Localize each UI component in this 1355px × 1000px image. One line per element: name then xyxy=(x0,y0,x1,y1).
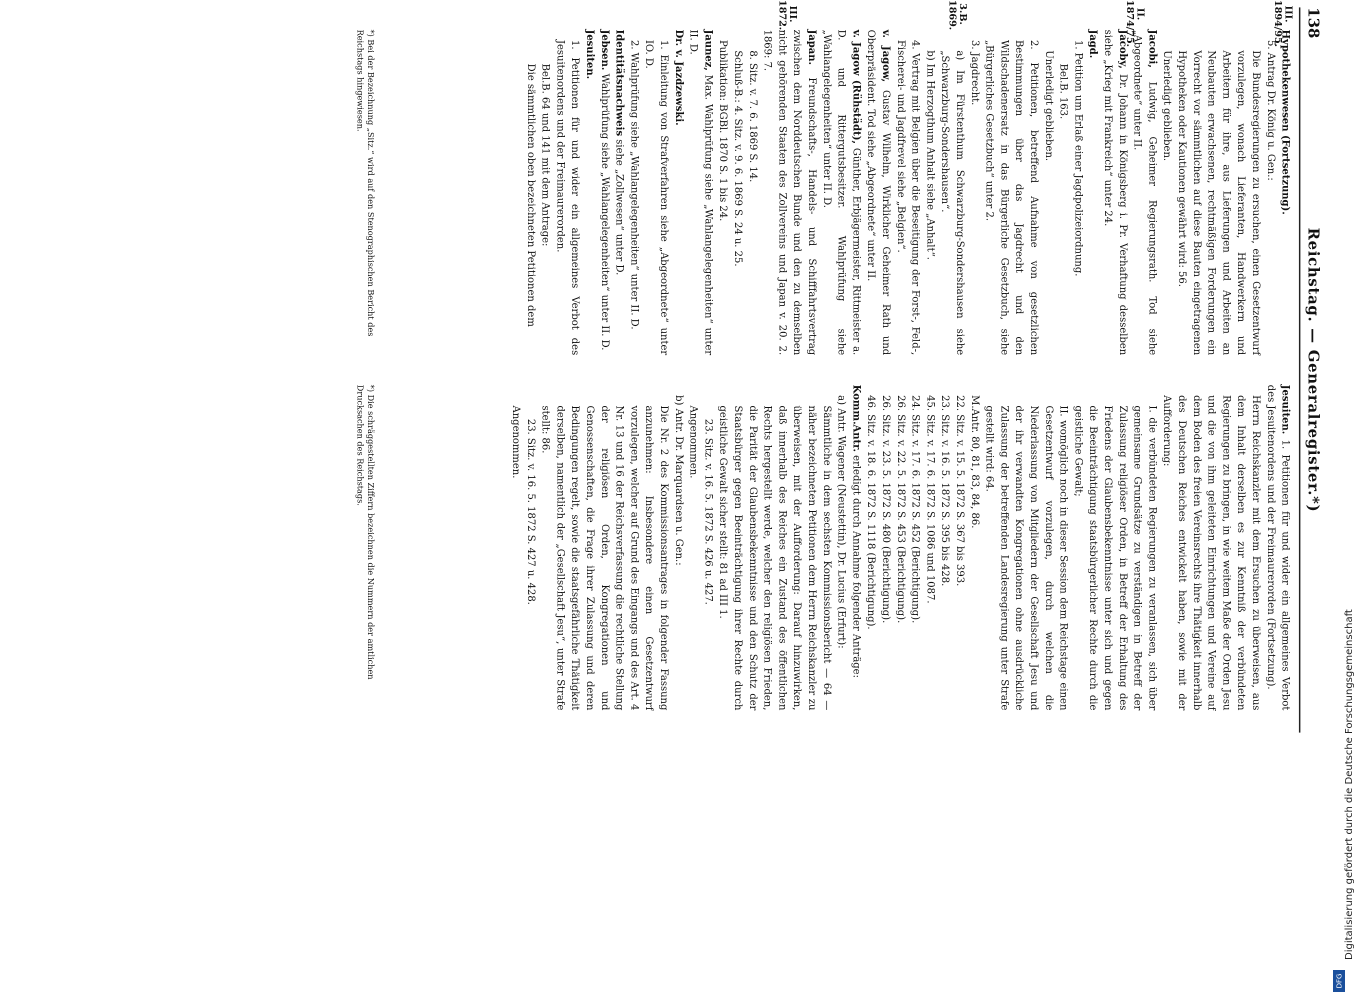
right-entry: M.Antr. 80, 81, 83, 84, 86. xyxy=(968,395,981,529)
right-entry-lemma: Jesuiten. xyxy=(1279,384,1292,435)
left-entry-text: Wahlprüfung siehe „Wahlangelegenheiten“ unter II. D. xyxy=(598,70,611,351)
left-entry: Bel.B. 163. xyxy=(1057,63,1070,120)
left-entry xyxy=(864,30,894,356)
left-entry-text: siehe „Zollwesen“ unter D. xyxy=(613,136,626,276)
left-entry: Hypothekenwesen (Fortsetzung). xyxy=(1279,29,1292,215)
left-entry: 2. Petitionen, betreffend Aufnahme von gesetzlichen Bestimmungen über das Jagdrecht und den Wildschadenersatz in das Bürgerliche Gesetzbuch, siehe „Bürgerliches Gesetzbuch“ unter 2. xyxy=(983,39,1040,356)
header-rule xyxy=(1299,7,1300,732)
right-entry xyxy=(1263,385,1293,711)
page-title: Reichstag. — Generalregister.*) xyxy=(1304,227,1323,513)
left-entry-lemma: v. Jagow (Rühstädt), xyxy=(850,29,863,144)
left-entry-lemma: Jacoby, xyxy=(1116,29,1129,69)
left-entry: Bel.B. 64 und 141 mit dem Antrage: xyxy=(539,63,552,247)
left-entry xyxy=(686,30,716,356)
left-entry: 1. Petition um Erlaß einer Jagdpolizeiordnung. xyxy=(1072,39,1085,277)
left-entry xyxy=(671,30,686,356)
left-entry-lemma: Jaunez, xyxy=(702,29,715,71)
left-entry-text: Gustav Wilhelm, Wirklicher Geheimer Rath und Oberpräsident. Tod siehe „Abgeordnete“ unter II. xyxy=(865,29,892,356)
right-entry: II. womöglich noch in dieser Session dem Reichstage einen Gesetzentwurf vorzulegen, durch welchen die Niederlassung von Mitgliedern der Gesellschaft Jesu und der ihr verwandten Kongregationen ohne ausdrückliche Zulassung der betreffenden Landesregierung unter Strafe gestellt wird: 64. xyxy=(983,405,1070,711)
left-entry: 1. Petitionen für und wider ein allgemeines Verbot des Jesuitenordens und der Freimaurerorden. xyxy=(554,39,582,356)
right-entry: b) Antr. Dr. Marquardsen u. Gen.: xyxy=(672,395,685,566)
dfg-logo-icon: DFG xyxy=(1333,970,1345,992)
right-entry xyxy=(849,385,864,711)
right-entry: 45. Sitz. v. 17. 6. 1872 S. 1086 und 1087. xyxy=(924,395,937,604)
left-entry-text: Max. Wahlprüfung siehe „Wahlangelegenheiten“ unter II. D. xyxy=(687,29,715,356)
right-entry: Herrn Reichskanzler mit dem Ersuchen zu überweisen, aus dem Inhalt derselben es zur Kenntniß der verbündeten Regierungen zu bringen, in wie weitem Maße der Orden Jesu und die von ihm geleiteten Einrichtungen und Vereine auf dem Boden des freien Vereinsrechts ihre Thätigkeit innerhalb des Deutschen Reiches entwickelt haben, sowie mit der Aufforderung: xyxy=(1161,395,1262,711)
left-entry: Jesuiten. xyxy=(584,29,596,80)
left-entry: 1. Einleitung von Strafverfahren siehe „Abgeordnete“ unter IO. D. xyxy=(643,39,670,356)
left-entry-lemma: Identitätsnachweis xyxy=(613,29,626,137)
right-entry-text: erledigt durch Annahme folgender Anträge: xyxy=(850,452,863,678)
right-entry: Die Nr. 2 des Kommissionsantrages in folgender Fassung anzunehmen: Insbesondere einen Gesetzentwurf vorzulegen, welcher auf Grund des Eingangs und des Art. 4 Nr. 13 und 16 der Reichsverfassung die rechtliche Stellung der religiösen Orden, Kongregationen und Genossenschaften, die Frage ihrer Zulassung und deren Bedingungen regelt, sowie die staatsgefährliche Thätigkeit derselben, namentlich der „Gesellschaft Jesu“, unter Strafe stellt: 86. xyxy=(539,405,670,711)
margin-year-note: II. 1874/75. xyxy=(1124,0,1146,48)
left-entry-lemma: Jacobi, xyxy=(1146,29,1159,68)
right-entry: I. die verbündeten Regierungen zu veranlassen, sich über gemeinsame Grundsätze zu verständigen in Betreff der Zulassung religiöser Orden, in Betreff der Erhaltung des Friedens der Glaubensbekenntnisse unter sich und gegen die Beeinträchtigung staatsbürgerlicher Rechte durch die geistliche Gewalt; xyxy=(1072,405,1159,711)
left-entry: 2. Wahlprüfung siehe „Wahlangelegenheiten“ unter II. D. xyxy=(628,39,641,330)
right-entry: 23. Sitz. v. 16. 5. 1872 S. 426 u. 427. xyxy=(702,418,715,605)
left-entry xyxy=(1130,30,1160,356)
right-entry: 46. Sitz. v. 18. 6. 1872 S. 1118 (Berichtigung). xyxy=(865,395,878,630)
left-entry-text: Dr. Johann in Königsberg i. Pr. Verhaftung desselben siehe „Krieg mit Frankreich“ unter 24. xyxy=(1102,29,1129,356)
left-entry: 5. Antrag Dr. König u. Gen.: xyxy=(1264,39,1277,181)
left-entry-lemma: Japan. xyxy=(806,29,818,66)
left-column xyxy=(523,30,1293,356)
right-entry-text: 1. Petitionen für und wider ein allgemeines Verbot des Jesuitenordens und der Freimaurerorden (Fortsetzung). xyxy=(1264,384,1292,711)
left-entry xyxy=(819,30,863,356)
margin-year-note: III. 1894/95. xyxy=(1272,0,1294,48)
left-entry: Publikation: BGBl. 1870 S. 1 bis 24. xyxy=(717,39,730,222)
right-entry: Sämmtliche in dem sechsten Kommissionsbericht — 64 — näher bezeichneten Petitionen dem Herrn Reichskanzler zu überweisen, mit der Aufforderung: Darauf hinzuwirken, daß innerhalb des Reiches ein Zustand des öffentlichen Rechts hergestellt werde, welcher den religiösen Frieden, die Parität der Glaubensbekenntnisse und den Schutz der Staatsbürger gegen Beeinträchtigung ihrer Rechte durch geistliche Gewalt sicher stellt: 81 ad III 1. xyxy=(717,405,833,711)
right-entry: 24. Sitz. v. 17. 6. 1872 S. 452 (Berichtigung). xyxy=(909,395,922,624)
left-entry xyxy=(612,30,627,356)
left-entry xyxy=(1101,30,1131,356)
document-page xyxy=(332,0,1330,740)
right-entry: 26. Sitz. v. 23. 5. 1872 S. 480 (Berichtigung). xyxy=(880,395,892,624)
left-entry xyxy=(597,30,612,356)
left-entry: 3. Jagdrecht. xyxy=(968,39,981,106)
right-entry: Angenommen. xyxy=(510,405,522,479)
left-entry-lemma: Dr. v. Jazdzewski. xyxy=(672,29,685,126)
left-entry-text: Ludwig, Geheimer Regierungsrath. Tod siehe „Abgeordnete“ unter II. xyxy=(1131,29,1159,356)
left-entry xyxy=(760,30,819,356)
left-entry: Unerledigt geblieben. xyxy=(1161,50,1174,162)
right-entry: 22. Sitz. v. 15. 5. 1872 S. 367 bis 393. xyxy=(954,395,966,587)
digitization-note: Digitalisierung gefördert durch die Deutsche Forschungsgemeinschaft xyxy=(1344,609,1355,960)
footnote-left: *) Bei der Bezeichnung „Sitz.“ wird auf den Stenographischen Bericht des Reichstags hingewiesen. xyxy=(355,29,376,337)
margin-year-note: 3.B. 1869. xyxy=(946,0,969,31)
digitization-credit xyxy=(1332,10,1355,990)
page-number: 138 xyxy=(1304,7,1323,39)
right-entry-lemma: Komm.Antr. xyxy=(850,384,863,453)
left-entry-text: Freundschafts-, Handels- und Schifffahrtsvertrag zwischen dem Norddeutschen Bunde und den zu demselben nicht gehörenden Staaten des Zollvereins und Japan v. 20. 2. 1869: 7. xyxy=(761,29,818,356)
left-entry: 4. Vertrag mit Belgien über die Beseitigung der Forst-, Feld-, Fischerei- und Jagdfrevel siehe „Belgien“. xyxy=(894,39,922,356)
left-entry-text: Günther, Erbjägermeister, Rittmeister a. D. und Rittergutsbesitzer. Wahlprüfung siehe „Wahlangelegenheiten“ unter II. D. xyxy=(820,29,863,356)
left-entry: Jagd. xyxy=(1087,29,1100,59)
left-entry-lemma: v. Jagow, xyxy=(880,29,892,83)
footnote-right: *) Die schräggestellten Ziffern bezeichnen die Nummern der amtlichen Drucksachen des Reichstags. xyxy=(355,384,376,680)
left-entry: Die Bundesregierungen zu ersuchen, einen Gesetzentwurf vorzulegen, wonach Lieferanten, Handwerkern und Arbeitern für ihre, aus Lieferungen und Arbeiten an Neubauten erwachsenen, rechtmäßigen Forderungen ein Vorrecht vor sämmtlichen auf diese Bauten eingetragenen Hypotheken oder Kautionen gewährt wird: 56. xyxy=(1176,50,1262,356)
right-entry: 26. Sitz. v. 22. 5. 1872 S. 453 (Berichtigung). xyxy=(894,395,907,624)
left-entry: Die sämmtlichen oben bezeichneten Petitionen dem xyxy=(524,63,537,327)
left-entry: b) Im Herzogthum Anhalt siehe „Anhalt“. xyxy=(924,50,937,260)
left-entry: Schluß-B.: 4. Sitz. v. 9. 6. 1869 S. 24 u. 25. xyxy=(732,50,744,267)
right-entry: 23. Sitz. v. 16. 5. 1872 S. 395 bis 428. xyxy=(939,395,952,587)
right-entry: a) Antr. Wagener (Neustettin), Dr. Lucius (Erfurt): xyxy=(835,395,848,649)
right-column xyxy=(509,385,1293,711)
left-entry: 8. Sitz. v. 7. 6. 1869 S. 14. xyxy=(746,50,759,183)
left-entry: Unerledigt geblieben. xyxy=(1042,50,1055,162)
left-entry: a) Im Fürstenthum Schwarzburg-Sondershausen siehe „Schwarzburg-Sondershausen“. xyxy=(939,50,966,356)
right-entry: 23. Sitz. v. 16. 5. 1872 S. 427 u. 428. xyxy=(524,418,537,605)
margin-year-note: III. 1872. xyxy=(776,0,798,31)
left-entry-lemma: Jebsen. xyxy=(598,29,611,71)
right-entry: Angenommen. xyxy=(687,405,700,479)
